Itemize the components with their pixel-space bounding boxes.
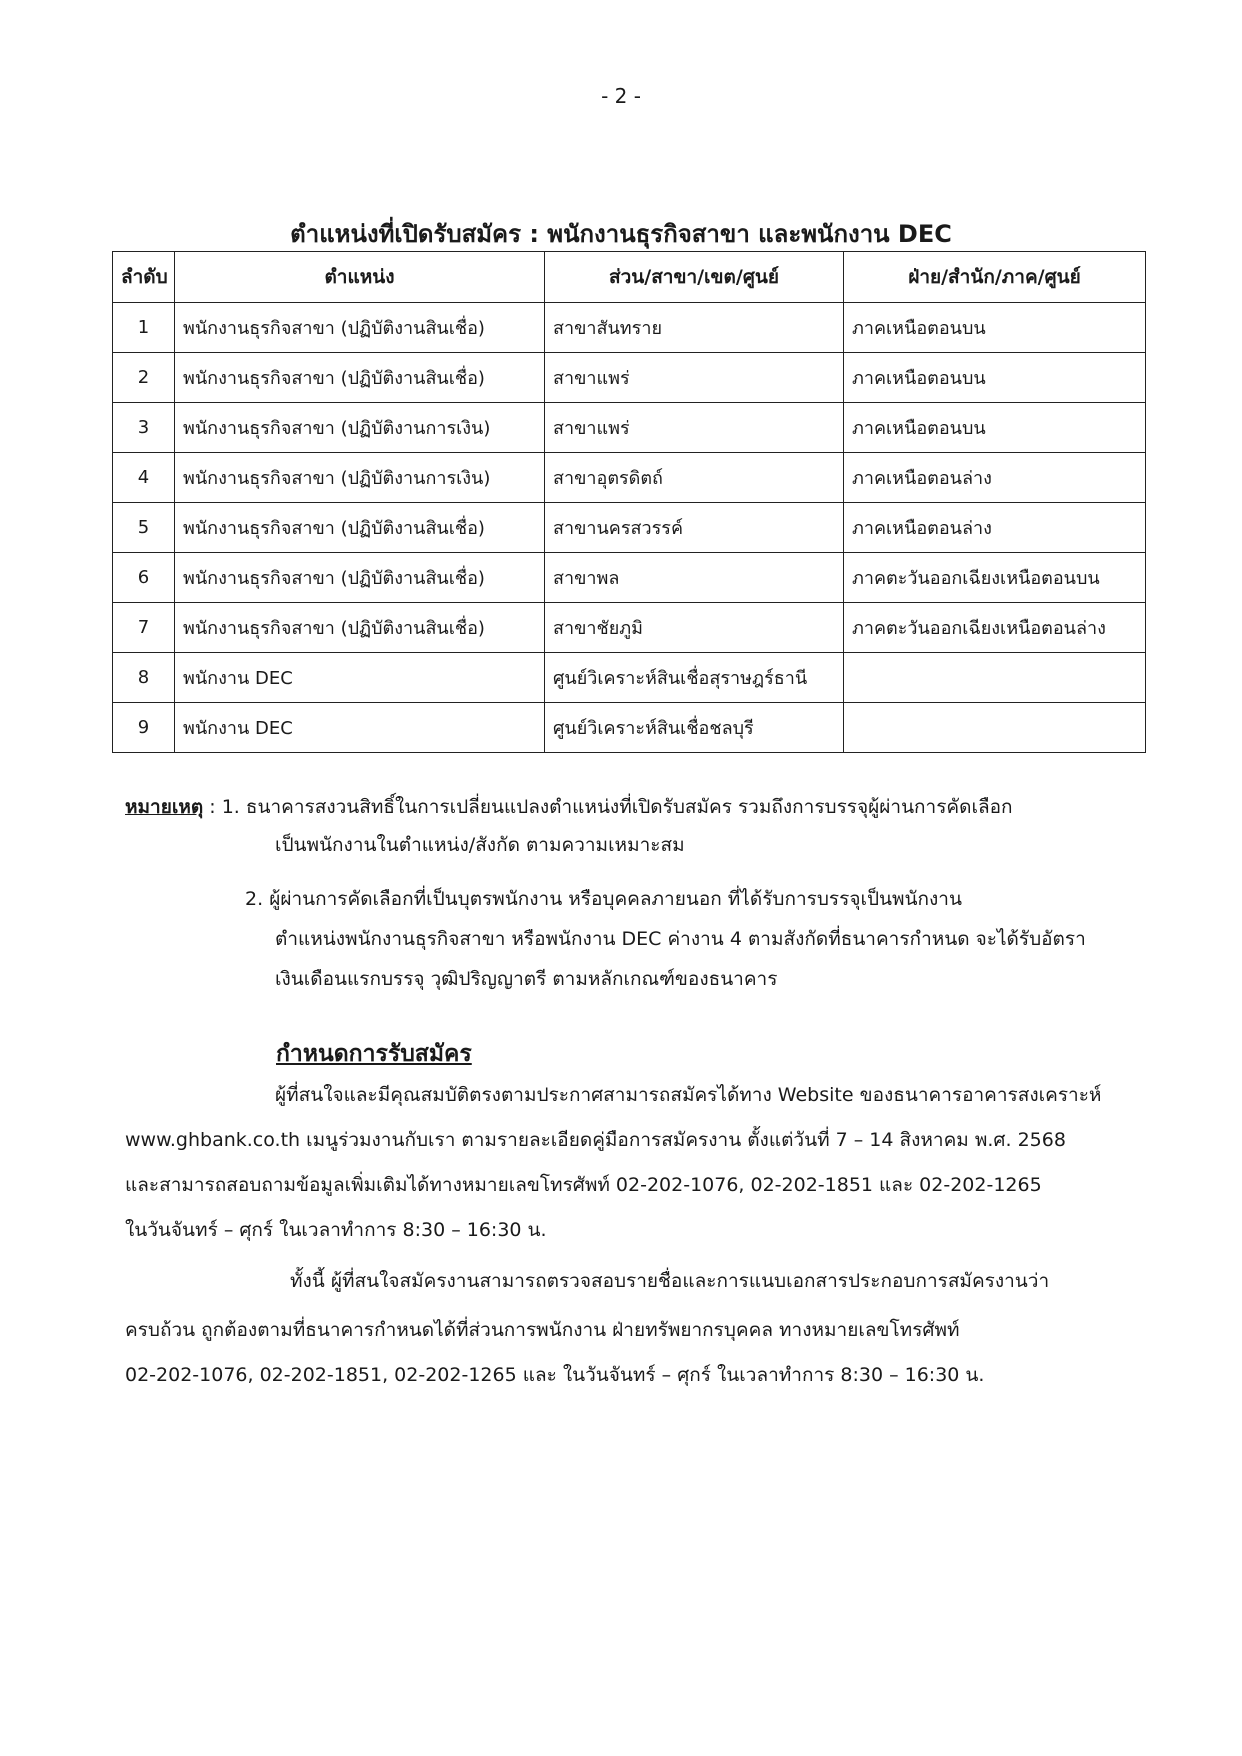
note-2-line-1 [245, 880, 962, 918]
table-title: ตำแหน่งที่เปิดรับสมัคร : พนักงานธุรกิจสาขา และพนักงาน DEC [290, 220, 952, 248]
note-1-line-1 [125, 788, 1013, 826]
table-row [113, 603, 1146, 653]
notes-separator: : [203, 796, 222, 818]
page-number: - 2 - [601, 84, 641, 108]
header-branch: ส่วน/สาขา/เขต/ศูนย์ [545, 252, 844, 303]
table-row [113, 553, 1146, 603]
cell-order: 6 [113, 553, 175, 603]
cell-branch: สาขาแพร่ [545, 403, 844, 453]
cell-region [844, 653, 1146, 703]
note-1-number: 1. [221, 796, 240, 818]
cell-region: ภาคตะวันออกเฉียงเหนือตอนบน [844, 553, 1146, 603]
cell-order: 5 [113, 503, 175, 553]
cell-branch: ศูนย์วิเคราะห์สินเชื่อสุราษฎร์ธานี [545, 653, 844, 703]
cell-order: 7 [113, 603, 175, 653]
application-para1-line3: และสามารถสอบถามข้อมูลเพิ่มเติมได้ทางหมายเลขโทรศัพท์ 02-202-1076, 02-202-1851 และ 02-202-1265 [125, 1174, 1042, 1196]
cell-region: ภาคเหนือตอนบน [844, 303, 1146, 353]
application-para1-line2: www.ghbank.co.th เมนูร่วมงานกับเรา ตามรายละเอียดคู่มือการสมัครงาน ตั้งแต่วันที่ 7 – 14 สิงหาคม พ.ศ. 2568 [125, 1129, 1066, 1151]
table-row [113, 303, 1146, 353]
cell-position: พนักงานธุรกิจสาขา (ปฏิบัติงานสินเชื่อ) [175, 553, 545, 603]
note-1-line-2: เป็นพนักงานในตำแหน่ง/สังกัด ตามความเหมาะสม [275, 834, 685, 856]
cell-region: ภาคเหนือตอนบน [844, 353, 1146, 403]
cell-branch: สาขานครสวรรค์ [545, 503, 844, 553]
cell-position: พนักงานธุรกิจสาขา (ปฏิบัติงานการเงิน) [175, 453, 545, 503]
cell-branch: ศูนย์วิเคราะห์สินเชื่อชลบุรี [545, 703, 844, 753]
cell-order: 1 [113, 303, 175, 353]
note-2-text-1: ผู้ผ่านการคัดเลือกที่เป็นบุตรพนักงาน หรือบุคคลภายนอก ที่ได้รับการบรรจุเป็นพนักงาน [269, 888, 962, 910]
table-row [113, 403, 1146, 453]
cell-region: ภาคเหนือตอนบน [844, 403, 1146, 453]
cell-position: พนักงาน DEC [175, 703, 545, 753]
cell-position: พนักงานธุรกิจสาขา (ปฏิบัติงานการเงิน) [175, 403, 545, 453]
cell-position: พนักงานธุรกิจสาขา (ปฏิบัติงานสินเชื่อ) [175, 353, 545, 403]
table-header-row [113, 252, 1146, 303]
application-para2-line2: ครบถ้วน ถูกต้องตามที่ธนาคารกำหนดได้ที่ส่วนการพนักงาน ฝ่ายทรัพยากรบุคคล ทางหมายเลขโทรศัพท์ [125, 1319, 960, 1341]
cell-branch: สาขาพล [545, 553, 844, 603]
application-para2-line3: 02-202-1076, 02-202-1851, 02-202-1265 และ ในวันจันทร์ – ศุกร์ ในเวลาทำการ 8:30 – 16:30 น. [125, 1364, 985, 1386]
application-para1-line4: ในวันจันทร์ – ศุกร์ ในเวลาทำการ 8:30 – 16:30 น. [125, 1219, 547, 1241]
cell-order: 2 [113, 353, 175, 403]
header-region: ฝ่าย/สำนัก/ภาค/ศูนย์ [844, 252, 1146, 303]
cell-order: 4 [113, 453, 175, 503]
cell-branch: สาขาชัยภูมิ [545, 603, 844, 653]
table-row [113, 653, 1146, 703]
note-2-line-3: เงินเดือนแรกบรรจุ วุฒิปริญญาตรี ตามหลักเกณฑ์ของธนาคาร [275, 968, 778, 990]
table-row [113, 353, 1146, 403]
cell-region: ภาคเหนือตอนล่าง [844, 503, 1146, 553]
cell-order: 3 [113, 403, 175, 453]
header-order: ลำดับ [113, 252, 175, 303]
cell-region: ภาคตะวันออกเฉียงเหนือตอนล่าง [844, 603, 1146, 653]
cell-branch: สาขาอุตรดิตถ์ [545, 453, 844, 503]
application-heading: กำหนดการรับสมัคร [276, 1041, 472, 1067]
table-row [113, 703, 1146, 753]
positions-table [112, 251, 1146, 753]
cell-region [844, 703, 1146, 753]
cell-order: 8 [113, 653, 175, 703]
cell-region: ภาคเหนือตอนล่าง [844, 453, 1146, 503]
table-row [113, 503, 1146, 553]
cell-order: 9 [113, 703, 175, 753]
application-para1-line1: ผู้ที่สนใจและมีคุณสมบัติตรงตามประกาศสามารถสมัครได้ทาง Website ของธนาคารอาคารสงเคราะห์ [275, 1084, 1102, 1106]
application-para2-line1: ทั้งนี้ ผู้ที่สนใจสมัครงานสามารถตรวจสอบรายชื่อและการแนบเอกสารประกอบการสมัครงานว่า [290, 1270, 1050, 1292]
note-1-text-1: ธนาคารสงวนสิทธิ์ในการเปลี่ยนแปลงตำแหน่งที่เปิดรับสมัคร รวมถึงการบรรจุผู้ผ่านการคัดเลือก [245, 796, 1013, 818]
header-position: ตำแหน่ง [175, 252, 545, 303]
cell-position: พนักงานธุรกิจสาขา (ปฏิบัติงานสินเชื่อ) [175, 303, 545, 353]
notes-label: หมายเหตุ [125, 796, 204, 818]
table-row [113, 453, 1146, 503]
cell-position: พนักงานธุรกิจสาขา (ปฏิบัติงานสินเชื่อ) [175, 503, 545, 553]
note-2-number: 2. [245, 888, 264, 910]
note-2-line-2: ตำแหน่งพนักงานธุรกิจสาขา หรือพนักงาน DEC ค่างาน 4 ตามสังกัดที่ธนาคารกำหนด จะได้รับอัตรา [275, 928, 1086, 950]
cell-branch: สาขาสันทราย [545, 303, 844, 353]
cell-position: พนักงานธุรกิจสาขา (ปฏิบัติงานสินเชื่อ) [175, 603, 545, 653]
cell-position: พนักงาน DEC [175, 653, 545, 703]
cell-branch: สาขาแพร่ [545, 353, 844, 403]
